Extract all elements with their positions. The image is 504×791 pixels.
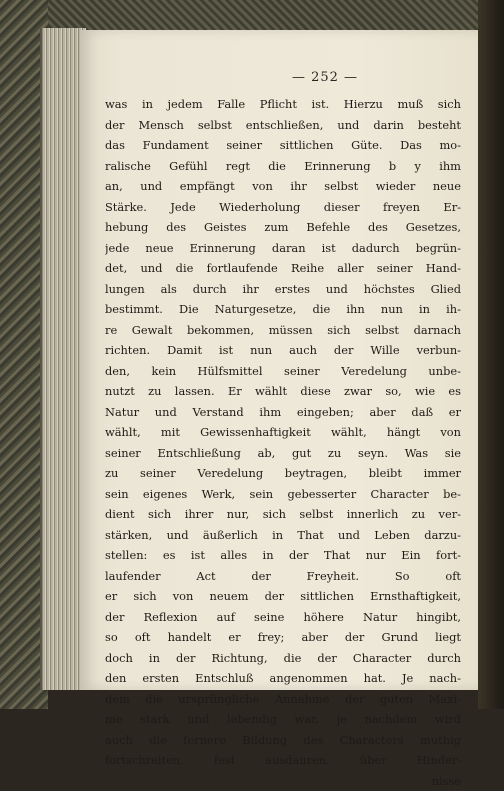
text-line: er sich von neuem der sittlichen Ernsthaftigkeit, (105, 586, 461, 607)
text-line: was in jedem Falle Pflicht ist. Hierzu muß sich (105, 94, 461, 115)
text-line: jede neue Erinnerung daran ist dadurch begrün- (105, 238, 461, 259)
book-cover-right (478, 0, 504, 709)
text-line: me stark und lebendig war, je nachdem wird (105, 709, 461, 730)
text-line: laufender Act der Freyheit. So oft (105, 566, 461, 587)
book-cover-top (0, 0, 504, 30)
page-number: — 252 — (270, 70, 380, 85)
text-line: Natur und Verstand ihm eingeben; aber daß er (105, 402, 461, 423)
text-line: nutzt zu lassen. Er wählt diese zwar so, wie es (105, 381, 461, 402)
text-line: seiner Entschließung ab, gut zu seyn. Was sie (105, 443, 461, 464)
text-line: das Fundament seiner sittlichen Güte. Das mo- (105, 135, 461, 156)
text-line: fortschreiten, fest ausdauren, über Hinder- (105, 750, 461, 771)
text-line: hebung des Geistes zum Befehle des Gesetzes, (105, 217, 461, 238)
text-line: lungen als durch ihr erstes und höchstes Glied (105, 279, 461, 300)
text-line: so oft handelt er frey; aber der Grund liegt (105, 627, 461, 648)
body-text (105, 94, 461, 791)
catchword: nisse (105, 771, 461, 791)
text-line: an, und empfängt von ihr selbst wieder neue (105, 176, 461, 197)
text-line: re Gewalt bekommen, müssen sich selbst darnach (105, 320, 461, 341)
text-line: Stärke. Jede Wiederholung dieser freyen Er- (105, 197, 461, 218)
text-line: doch in der Richtung, die der Character durch (105, 648, 461, 669)
page-number-value: 252 (311, 70, 339, 85)
text-line: der Mensch selbst entschließen, und darin besteht (105, 115, 461, 136)
text-line: den ersten Entschluß angenommen hat. Je nach- (105, 668, 461, 689)
text-line: bestimmt. Die Naturgesetze, die ihn nun in ih- (105, 299, 461, 320)
text-line: auch die fernere Bildung des Characters muthig (105, 730, 461, 751)
text-line: zu seiner Veredelung beytragen, bleibt immer (105, 463, 461, 484)
text-line: der Reflexion auf seine höhere Natur hingibt, (105, 607, 461, 628)
text-line: sein eigenes Werk, sein gebesserter Character be- (105, 484, 461, 505)
text-line: dem die ursprüngliche Annahme der guten Maxi- (105, 689, 461, 710)
text-line: wählt, mit Gewissenhaftigkeit wählt, hängt von (105, 422, 461, 443)
text-line: richten. Damit ist nun auch der Wille verbun- (105, 340, 461, 361)
text-line: dient sich ihrer nur, sich selbst innerlich zu ver- (105, 504, 461, 525)
text-line: det, und die fortlaufende Reihe aller seiner Hand- (105, 258, 461, 279)
text-line: stellen: es ist alles in der That nur Ein fort- (105, 545, 461, 566)
text-line: den, kein Hülfsmittel seiner Veredelung unbe- (105, 361, 461, 382)
text-line: stärken, und äußerlich in That und Leben darzu- (105, 525, 461, 546)
text-line: ralische Gefühl regt die Erinnerung b y ihm (105, 156, 461, 177)
